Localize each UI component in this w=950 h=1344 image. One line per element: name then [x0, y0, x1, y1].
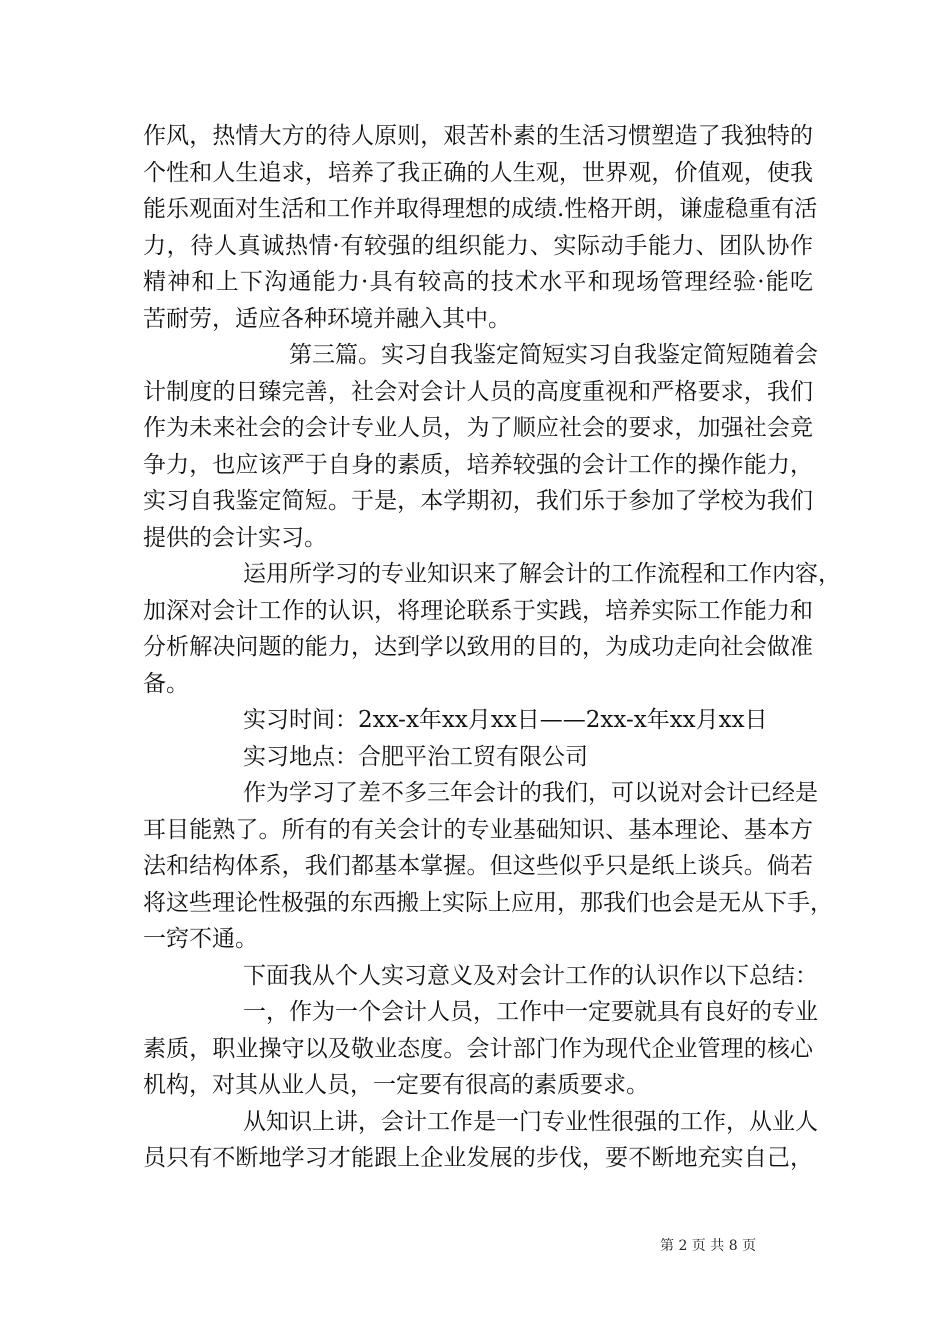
internship-time: 实习时间：2xx-x年xx月xx日——2xx-x年xx月xx日	[243, 707, 768, 733]
text-line: 机构，对其从业人员，一定要有很高的素质要求。	[143, 1072, 649, 1098]
text-line: 一窍不通。	[143, 926, 258, 952]
text-line: 将这些理论性极强的东西搬上实际上应用，那我们也会是无从下手，	[143, 889, 833, 916]
page-number: 第 2 页 共 8 页	[660, 1238, 757, 1254]
text-line: 备。	[143, 670, 189, 697]
text-line: 分析解决问题的能力，达到学以致用的目的，为成功走向社会做准	[143, 634, 813, 660]
text-line: 加深对会计工作的认识，将理论联系于实践，培养实际工作能力和	[143, 597, 813, 624]
text-line: 能乐观面对生活和工作并取得理想的成绩.性格开朗，谦虚稳重有活	[143, 196, 818, 222]
text-line: 力，待人真诚热情·有较强的组织能力、实际动手能力、团队协作	[143, 232, 813, 259]
text-line: 耳目能熟了。所有的有关会计的专业基础知识、基本理论、基本方	[143, 816, 813, 843]
text-line: 作风，热情大方的待人原则，艰苦朴素的生活习惯塑造了我独特的	[143, 123, 813, 149]
text-line: 争力，也应该严于自身的素质，培养较强的会计工作的操作能力，	[143, 451, 813, 478]
document-body	[143, 118, 841, 1177]
text-line: 一，作为一个会计人员，工作中一定要就具有良好的专业	[243, 999, 818, 1025]
text-line: 实习自我鉴定简短。于是，本学期初，我们乐于参加了学校为我们	[143, 488, 813, 514]
internship-location: 实习地点：合肥平治工贸有限公司	[243, 743, 588, 770]
text-line: 素质，职业操守以及敬业态度。会计部门作为现代企业管理的核心	[143, 1035, 813, 1062]
text-line: 作为学习了差不多三年会计的我们，可以说对会计已经是	[243, 780, 818, 806]
text-line: 提供的会计实习。	[143, 524, 327, 551]
text-line: 下面我从个人实习意义及对会计工作的认识作以下总结：	[243, 962, 818, 989]
text-line: 精神和上下沟通能力·具有较高的技术水平和现场管理经验·能吃	[143, 269, 813, 295]
text-line: 作为未来社会的会计专业人员，为了顺应社会的要求，加强社会竞	[143, 415, 813, 441]
text-line: 从知识上讲，会计工作是一门专业性很强的工作，从业人	[243, 1108, 818, 1135]
text-line: 计制度的日臻完善，社会对会计人员的高度重视和严格要求，我们	[143, 378, 813, 405]
text-line: 法和结构体系，我们都基本掌握。但这些似乎只是纸上谈兵。倘若	[143, 853, 813, 879]
text-line: 苦耐劳，适应各种环境并融入其中。	[143, 305, 511, 332]
text-line: 个性和人生追求，培养了我正确的人生观，世界观，价值观，使我	[143, 159, 813, 186]
text-line: 员只有不断地学习才能跟上企业发展的步伐，要不断地充实自己，	[143, 1145, 813, 1171]
section-heading: 第三篇。实习自我鉴定简短实习自我鉴定简短随着会	[289, 342, 818, 368]
text-line: 运用所学习的专业知识来了解会计的工作流程和工作内容，	[243, 561, 841, 587]
